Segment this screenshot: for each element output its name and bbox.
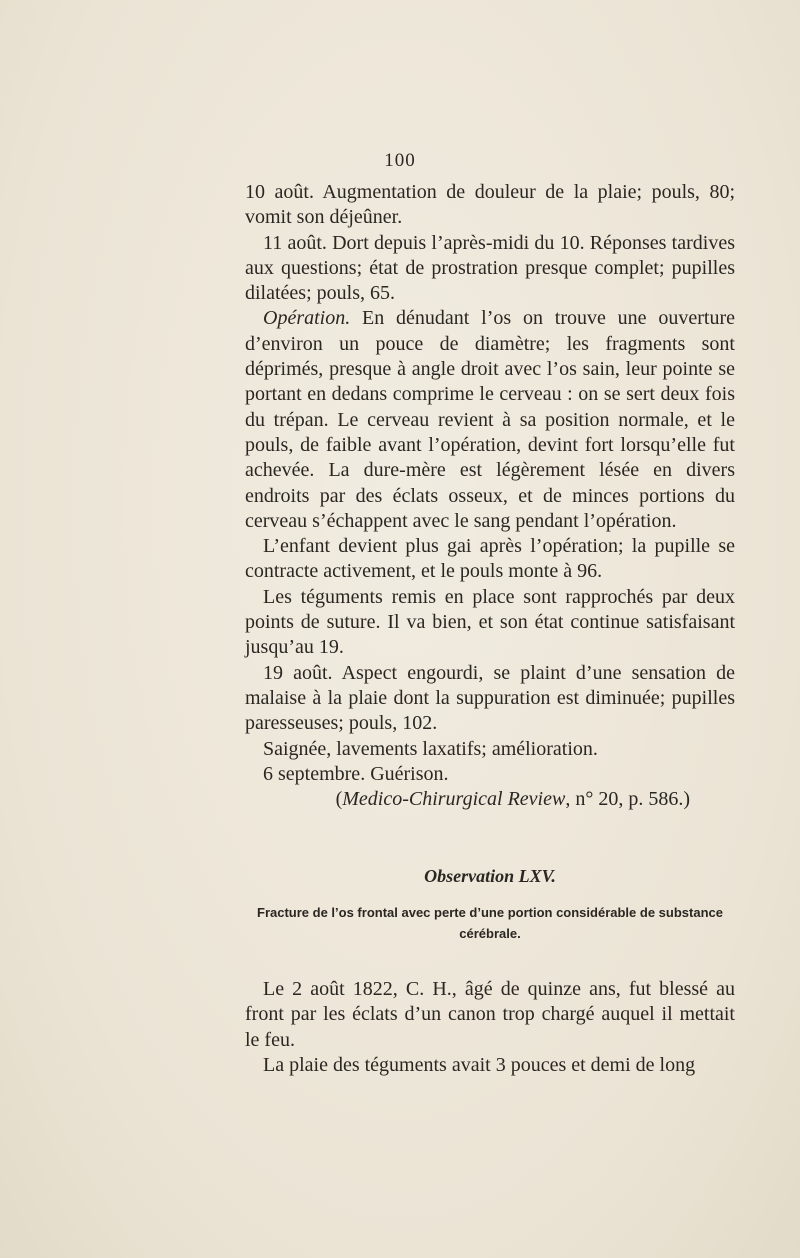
citation-journal: Medico-Chirurgical Review [342,788,566,811]
observation-title: Observation LXV. [424,866,556,886]
paragraph: Les téguments remis en place sont rapprochés par deux points de suture. Il va bien, et son état continue satisfaisant jusqu’au 19. [245,585,735,659]
page-number: 100 [384,150,416,171]
citation-open: ( [335,788,343,811]
citation [245,787,735,812]
text-block-bottom [245,977,735,1078]
operation-label: Opération. [263,307,351,330]
paragraph: 11 août. Dort depuis l’après-midi du 10. Réponses tardives aux questions; état de prostration presque complet; pupilles dilatées; pouls, 65. [245,231,735,305]
paragraph: L’enfant devient plus gai après l’opération; la pupille se contracte activement, et le pouls monte à 96. [245,535,735,583]
paragraph: 6 septembre. Guérison. [263,762,449,785]
text-block-top [245,180,735,812]
paragraph [245,306,735,534]
observation-subtitle: Fracture de l’os frontal avec perte d’une portion considérable de substance cérébrale. [257,905,723,941]
paragraph: Le 2 août 1822, C. H., âgé de quinze ans, fut blessé au front par les éclats d’un canon trop chargé auquel il mettait le feu. [245,978,735,1051]
paragraph: Saignée, lavements laxatifs; amélioration. [263,737,598,760]
citation-rest: , n° 20, p. 586.) [565,788,690,811]
paragraph: 19 août. Aspect engourdi, se plaint d’une sensation de malaise à la plaie dont la suppuration est diminuée; pupilles paresseuses; pouls, 102. [245,661,735,735]
paragraph-text: En dénudant l’os on trouve une ouverture d’environ un pouce de diamètre; les fragments sont déprimés, presque à angle droit avec l’os sain, leur pointe se portant en dedans comprime le cerveau : on se sert deux fois du trépan. Le cerveau revient à sa position normale, et le pouls, de faible avant l’opération, devint fort lorsqu’elle fut achevée. La dure-mère est légèrement lésée en divers endroits par des éclats osseux, et de minces portions du cerveau s’échappent avec le sang pendant l’opération. [245,307,735,532]
paragraph: La plaie des téguments avait 3 pouces et demi de long [263,1053,696,1076]
paragraph: 10 août. Augmentation de douleur de la plaie; pouls, 80; vomit son déjeûner. [245,181,735,229]
